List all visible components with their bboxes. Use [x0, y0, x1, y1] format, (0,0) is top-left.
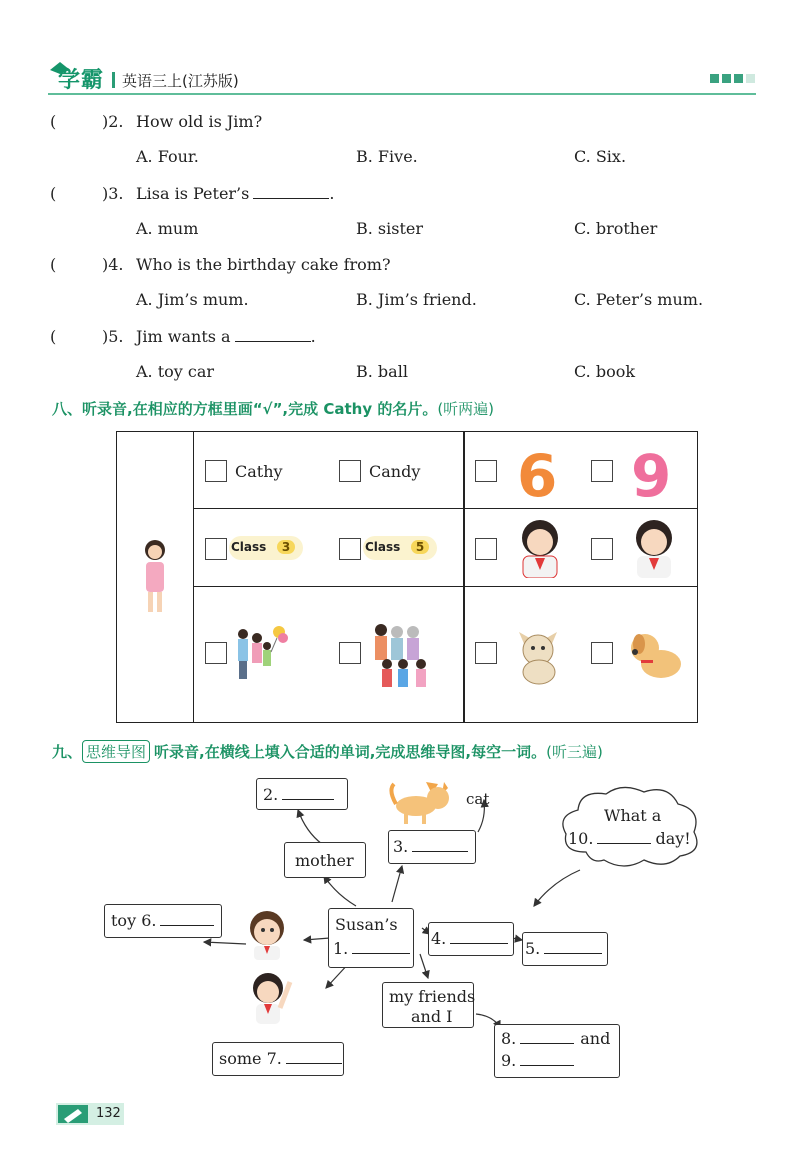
- option-c: C. brother: [574, 219, 658, 238]
- question-period: .: [310, 327, 316, 346]
- answer-blank-4[interactable]: [450, 929, 508, 944]
- answer-blank-3[interactable]: [412, 837, 468, 852]
- label-susans: Susan’s: [335, 915, 398, 934]
- section-8-heading: [52, 398, 494, 419]
- section-9-title: 听录音,在横线上填入合适的单词,完成思维导图,每空一词。: [154, 743, 547, 761]
- map-box-5: [522, 932, 608, 966]
- mind-map-tag: 思维导图: [82, 740, 150, 763]
- answer-blank-7[interactable]: [286, 1049, 342, 1064]
- boy-icon: [244, 908, 290, 962]
- answer-blank[interactable]: [253, 184, 329, 199]
- map-box-friends: [382, 982, 474, 1028]
- option-a: A. toy car: [136, 362, 215, 381]
- table-divider: [193, 432, 194, 722]
- pencil-icon: [58, 1105, 88, 1123]
- question-number: )4.: [102, 255, 124, 274]
- checkbox-cat[interactable]: [475, 642, 497, 664]
- answer-blank-10[interactable]: [597, 829, 651, 844]
- class-5-badge: [363, 536, 437, 560]
- answer-blank-1[interactable]: [352, 939, 410, 954]
- label-mother: mother: [295, 851, 354, 870]
- speech-cloud-icon: [556, 782, 706, 872]
- option-a: A. mum: [136, 219, 199, 238]
- question-text: Jim wants a: [136, 327, 231, 346]
- question-number: )5.: [102, 327, 124, 346]
- small-family-icon: [233, 624, 289, 686]
- option-c: C. Peter’s mum.: [574, 290, 704, 309]
- answer-blank-8[interactable]: [520, 1029, 574, 1044]
- label-and-i: and I: [411, 1007, 453, 1026]
- checkbox-candy[interactable]: [339, 460, 361, 482]
- checkbox-class-3[interactable]: [205, 538, 227, 560]
- answer-blank-6[interactable]: [160, 911, 214, 926]
- blank-number: 10.: [568, 829, 594, 848]
- girl-portrait-icon: [627, 516, 681, 578]
- number-9-icon: [621, 440, 681, 504]
- option-a: A. Jim’s mum.: [136, 290, 249, 309]
- class-number: 3: [277, 540, 295, 554]
- blank-number: 9.: [501, 1051, 517, 1070]
- blank-number: 4.: [431, 929, 447, 948]
- question-number: )3.: [102, 184, 124, 203]
- header-square: [746, 74, 755, 83]
- class-label: Class: [365, 540, 401, 554]
- checkbox-girl-b[interactable]: [591, 538, 613, 560]
- bubble-text-end: day!: [655, 829, 691, 848]
- label-cat: cat: [466, 790, 490, 808]
- label-my-friends: my friends: [389, 987, 476, 1006]
- map-box-6: [104, 904, 222, 938]
- answer-blank[interactable]: [235, 327, 311, 342]
- answer-paren[interactable]: (: [50, 184, 57, 203]
- option-b: B. Five.: [356, 147, 418, 166]
- map-box-3: [388, 830, 476, 864]
- option-c: C. Six.: [574, 147, 627, 166]
- option-a: A. Four.: [136, 147, 199, 166]
- checkbox-small-family[interactable]: [205, 642, 227, 664]
- header-square: [722, 74, 731, 83]
- header-square: [710, 74, 719, 83]
- checkbox-class-5[interactable]: [339, 538, 361, 560]
- answer-blank-5[interactable]: [544, 939, 602, 954]
- section-8-note: (听两遍): [437, 400, 495, 418]
- checkbox-girl-a[interactable]: [475, 538, 497, 560]
- number-6-icon: [507, 440, 567, 504]
- class-3-badge: [229, 536, 303, 560]
- map-box-8-9: [494, 1024, 620, 1078]
- table-divider: [193, 586, 697, 587]
- checkbox-number-9[interactable]: [591, 460, 613, 482]
- number-9-glyph: 9: [631, 442, 672, 504]
- option-c: C. book: [574, 362, 636, 381]
- question-period: .: [329, 184, 335, 203]
- blank-number: 2.: [263, 785, 279, 804]
- answer-paren[interactable]: (: [50, 112, 57, 131]
- header-divider: [112, 72, 115, 88]
- checkbox-number-6[interactable]: [475, 460, 497, 482]
- answer-blank-9[interactable]: [520, 1051, 574, 1066]
- table-divider: [193, 508, 697, 509]
- label-some: some 7.: [219, 1049, 282, 1068]
- number-6-glyph: 6: [517, 442, 558, 504]
- logo-text: 学霸: [58, 68, 105, 93]
- big-family-icon: [369, 620, 435, 692]
- table-divider: [463, 432, 465, 722]
- cat-icon: [509, 622, 567, 686]
- bubble-text-line1: What a: [604, 806, 662, 825]
- label-toy: toy 6.: [111, 911, 157, 930]
- page-number: 132: [96, 1106, 121, 1121]
- header-square: [734, 74, 743, 83]
- checkbox-dog[interactable]: [591, 642, 613, 664]
- name-card-table: [116, 431, 698, 723]
- blank-number: 8.: [501, 1029, 517, 1048]
- answer-blank-2[interactable]: [282, 785, 334, 800]
- map-box-center: [328, 908, 414, 968]
- girl-icon: [137, 538, 173, 618]
- question-text: Lisa is Peter’s: [136, 184, 250, 203]
- girl-portrait-icon: [513, 516, 567, 578]
- map-box-7: [212, 1042, 344, 1076]
- answer-paren[interactable]: (: [50, 327, 57, 346]
- map-box-mother: [284, 842, 366, 878]
- section-8-title: 八、听录音,在相应的方框里画“√”,完成 Cathy 的名片。: [52, 400, 438, 418]
- header-rule: [48, 93, 756, 95]
- map-box-2: [256, 778, 348, 810]
- option-b: B. Jim’s friend.: [356, 290, 477, 309]
- blank-number: 5.: [525, 939, 541, 958]
- book-title: 英语三上(江苏版): [122, 72, 239, 90]
- blank-number: 3.: [393, 837, 409, 856]
- checkbox-big-family[interactable]: [339, 642, 361, 664]
- option-b: B. sister: [356, 219, 424, 238]
- question-text: How old is Jim?: [136, 112, 263, 131]
- blank-number: 1.: [333, 939, 349, 958]
- girl-waving-icon: [246, 968, 298, 1030]
- class-number: 5: [411, 540, 429, 554]
- option-b: B. ball: [356, 362, 408, 381]
- name-candy: Candy: [369, 462, 421, 481]
- section-9-note: (听三遍): [546, 743, 603, 761]
- question-text: Who is the birthday cake from?: [136, 255, 391, 274]
- label-and: and: [580, 1029, 611, 1048]
- checkbox-cathy[interactable]: [205, 460, 227, 482]
- section-9-prefix: 九、: [52, 743, 83, 761]
- class-label: Class: [231, 540, 267, 554]
- answer-paren[interactable]: (: [50, 255, 57, 274]
- map-box-4: [428, 922, 514, 956]
- cat-map-icon: [386, 776, 452, 826]
- question-number: )2.: [102, 112, 124, 131]
- dog-icon: [623, 624, 687, 686]
- name-cathy: Cathy: [235, 462, 283, 481]
